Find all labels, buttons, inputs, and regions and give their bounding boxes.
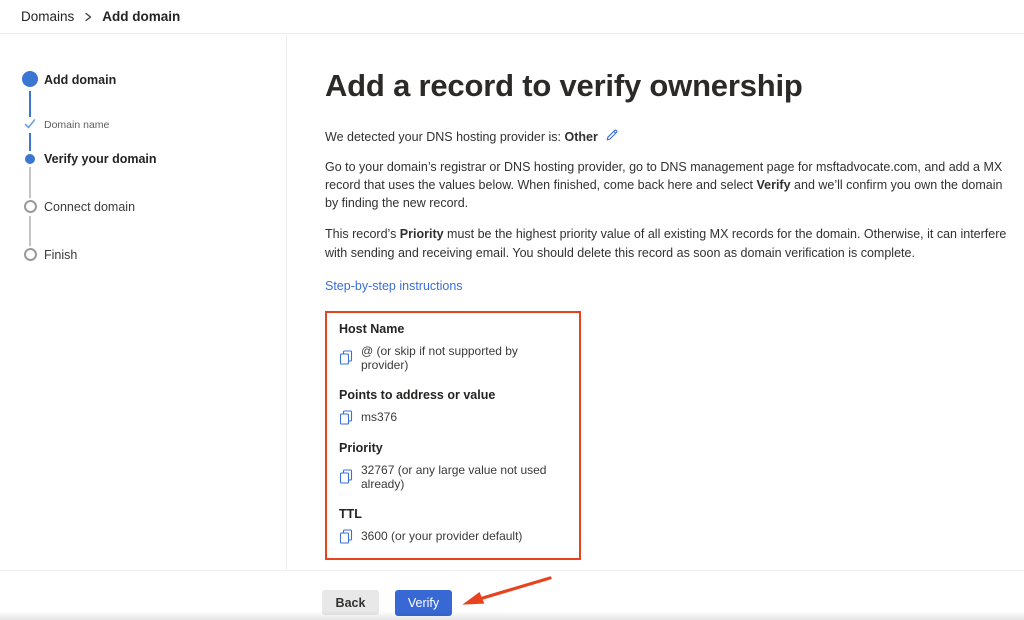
- mx-record-values-box: [325, 311, 581, 560]
- step-open-circle-icon: [24, 248, 37, 261]
- field-label: Points to address or value: [339, 387, 496, 402]
- copy-icon[interactable]: [339, 350, 353, 365]
- field-value-text: 32767 (or any large value not used already): [361, 462, 547, 491]
- copy-icon[interactable]: [339, 469, 353, 484]
- stepper-item-domain-name[interactable]: Domain name: [44, 119, 110, 131]
- stepper-item-verify-your-domain: Verify your domain: [44, 152, 157, 166]
- stepper-item-connect-domain[interactable]: Connect domain: [44, 200, 136, 214]
- instructions-paragraph: Go to your domain’s registrar or DNS hosting provider, go to DNS management page for msftadvocate.com, and add a MX record that uses the values below. When finished, come back here and select Verify and we’ll confirm you own the domain by finding the new record.: [325, 160, 1003, 211]
- step-by-step-instructions-link[interactable]: Step-by-step instructions: [325, 278, 463, 293]
- page-title: Add a record to verify ownership: [325, 68, 803, 103]
- copy-icon[interactable]: [339, 410, 353, 425]
- breadcrumb-domains[interactable]: Domains: [21, 9, 75, 24]
- step-open-circle-icon: [24, 200, 37, 213]
- main-content: [288, 35, 1024, 570]
- priority-warning-paragraph: This record’s Priority must be the highest priority value of all existing MX records for the domain. Otherwise, it can interfere with sending and receiving email. You should delete this record as soon as domain verification is complete.: [325, 227, 1007, 260]
- copy-icon[interactable]: [339, 529, 353, 544]
- breadcrumb: [0, 0, 1024, 34]
- step-connector: [29, 133, 31, 151]
- field-value-text: @ (or skip if not supported by provider): [361, 343, 518, 372]
- verify-button[interactable]: Verify: [395, 590, 452, 616]
- field-label: Priority: [339, 440, 383, 455]
- field-value-text: ms376: [361, 410, 398, 425]
- provider-prefix-text: We detected your DNS hosting provider is: Other: [325, 129, 598, 144]
- footer-shadow: [0, 611, 1024, 620]
- step-dot-icon: [25, 154, 35, 164]
- field-label: TTL: [339, 506, 362, 521]
- wizard-stepper: [0, 35, 287, 570]
- step-filled-circle-icon: [22, 71, 38, 87]
- breadcrumb-add-domain: Add domain: [102, 9, 181, 24]
- step-connector: [29, 91, 31, 117]
- record-field-ttl: [339, 507, 567, 544]
- field-label: Host Name: [339, 321, 405, 336]
- stepper-item-finish[interactable]: Finish: [44, 248, 78, 262]
- stepper-item-add-domain[interactable]: Add domain: [44, 73, 117, 87]
- record-field-points-to: [339, 388, 567, 425]
- record-field-priority: [339, 441, 567, 491]
- edit-pencil-icon[interactable]: [605, 128, 619, 145]
- field-value-text: 3600 (or your provider default): [361, 529, 523, 544]
- dns-provider-line: [325, 128, 1010, 145]
- chevron-right-icon: [83, 11, 93, 23]
- step-connector: [29, 167, 31, 198]
- step-connector: [29, 216, 31, 246]
- record-field-host-name: [339, 322, 567, 372]
- provider-value: Other: [564, 129, 598, 144]
- back-button[interactable]: Back: [322, 590, 379, 615]
